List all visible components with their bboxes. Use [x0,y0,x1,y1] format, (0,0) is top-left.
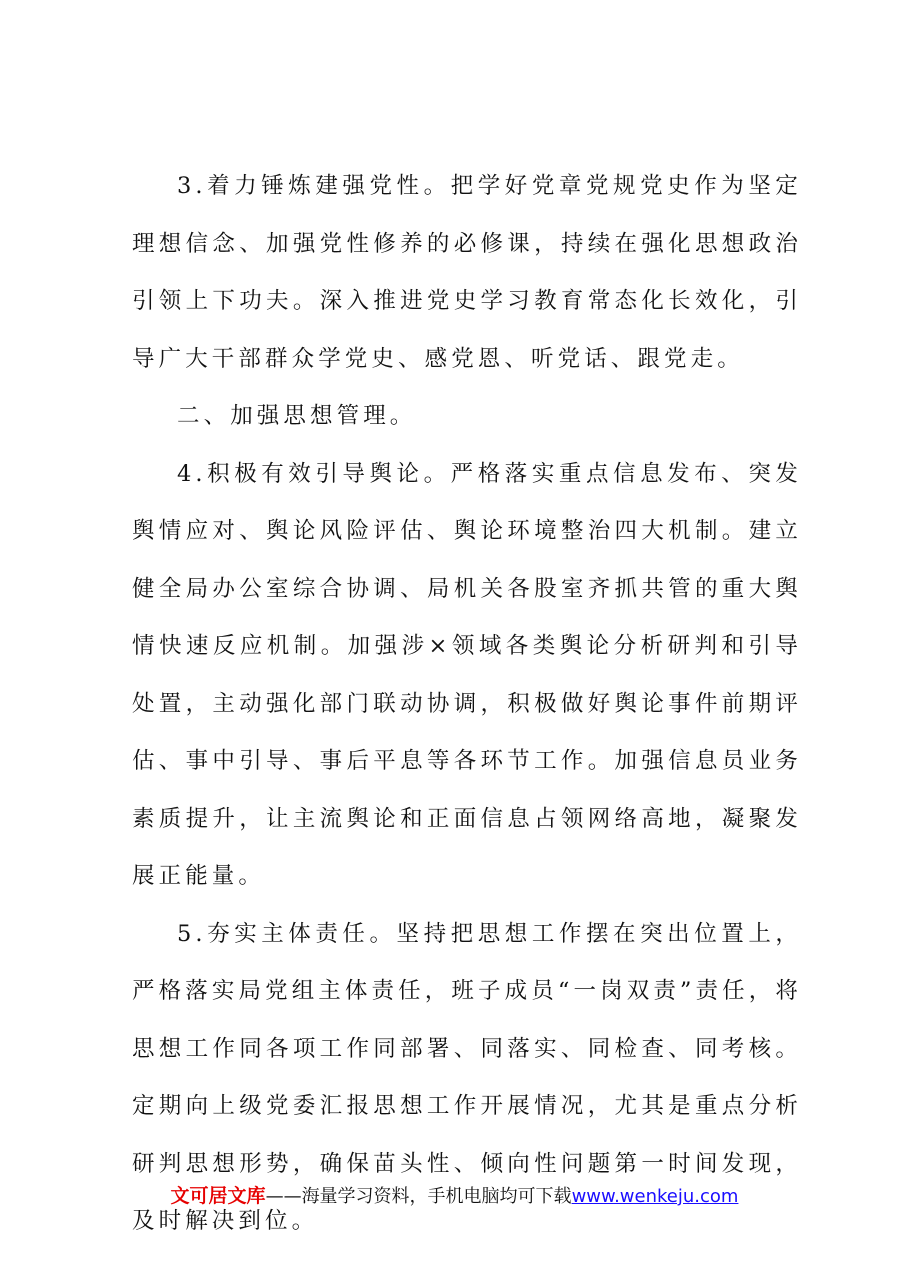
footer-site-link[interactable]: www.wenkeju.com [571,1186,739,1207]
document-body [132,158,802,1251]
footer-watermark [0,1182,909,1211]
footer-brand: 文可居文库 [170,1185,266,1207]
footer-slogan: ——海量学习资料，手机电脑均可下载 [265,1186,572,1207]
section-heading-2: 二、加强思想管理。 [177,403,417,429]
paragraph-4-public-opinion: 4.积极有效引导舆论。严格落实重点信息发布、突发舆情应对、舆论风险评估、舆论环境整治四大机制。建立健全局办公室综合协调、局机关各股室齐抓共管的重大舆情快速反应机制。加强涉×领域各类舆论分析研判和引导处置，主动强化部门联动协调，积极做好舆论事件前期评估、事中引导、事后平息等各环节工作。加强信息员业务素质提升，让主流舆论和正面信息占领网络高地，凝聚发展正能量。 [132,460,802,889]
paragraph-5-responsibility: 5.夯实主体责任。坚持把思想工作摆在突出位置上，严格落实局党组主体责任，班子成员“一岗双责”责任，将思想工作同各项工作同部署、同落实、同检查、同考核。定期向上级党委汇报思想工作开展情况，尤其是重点分析研判思想形势，确保苗头性、倾向性问题第一时间发现，及时解决到位。 [132,920,802,1234]
paragraph-3-party-spirit: 3.着力锤炼建强党性。把学好党章党规党史作为坚定理想信念、加强党性修养的必修课，持续在强化思想政治引领上下功夫。深入推进党史学习教育常态化长效化，引导广大干部群众学党史、感党恩、听党话、跟党走。 [132,173,802,372]
